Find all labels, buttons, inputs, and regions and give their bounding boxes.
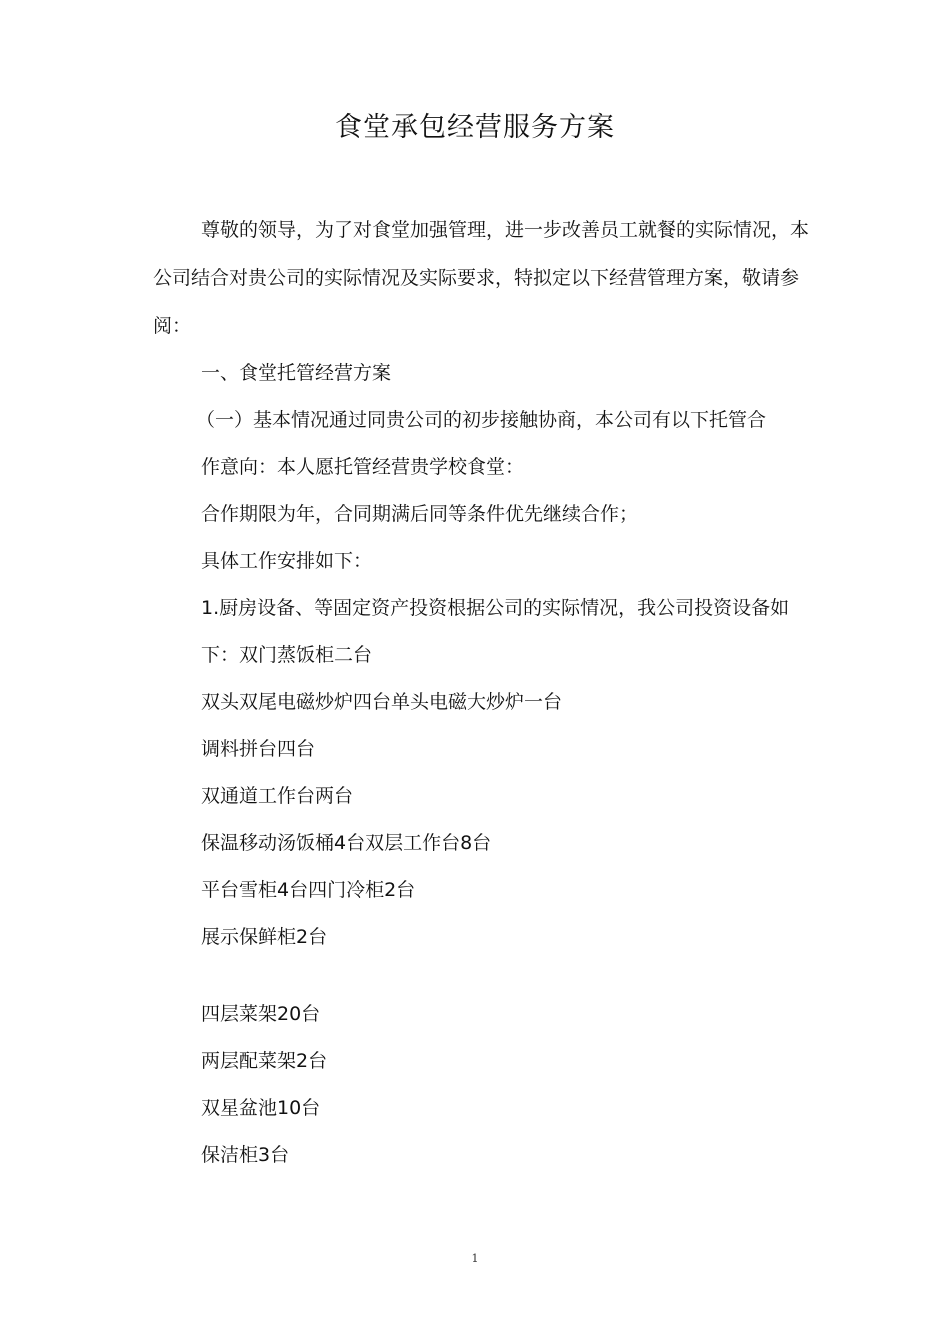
equipment-item: 两层配菜架2台: [201, 1050, 328, 1072]
equipment-item: 平台雪柜4台四门冷柜2台: [201, 879, 416, 901]
page-number: 1: [471, 1252, 479, 1265]
equipment-item: 保洁柜3台: [201, 1144, 290, 1166]
equipment-item: 保温移动汤饭桶4台双层工作台8台: [201, 832, 492, 854]
equipment-item: 调料拼台四台: [201, 738, 316, 760]
equipment-item: 双星盆池10台: [201, 1097, 321, 1119]
equipment-item: 四层菜架20台: [201, 1003, 321, 1025]
item-1-line-1: 1.厨房设备、等固定资产投资根据公司的实际情况，我公司投资设备如: [201, 597, 790, 619]
document-title: 食堂承包经营服务方案: [335, 112, 615, 143]
section-heading: 一、食堂托管经营方案: [201, 362, 392, 384]
equipment-item: 展示保鲜柜2台: [201, 926, 328, 948]
equipment-item: 双通道工作台两台: [201, 785, 354, 807]
equipment-item: 双头双尾电磁炒炉四台单头电磁大炒炉一台: [201, 691, 563, 713]
intro-text: 尊敬的领导，为了对食堂加强管理，进一步改善员工就餐的实际情况，本公司结合对贵公司的实际情况及实际要求，特拟定以下经营管理方案，敬请参阅：: [153, 219, 810, 337]
subsection-line-1: （一）基本情况通过同贵公司的初步接触协商，本公司有以下托管合: [196, 409, 767, 431]
intro-paragraph: [153, 206, 825, 350]
cooperation-term: 合作期限为年，合同期满后同等条件优先继续合作；: [201, 503, 639, 525]
subsection-line-2: 作意向：本人愿托管经营贵学校食堂：: [201, 456, 525, 478]
work-arrangement-heading: 具体工作安排如下：: [201, 550, 373, 572]
item-1-line-2: 下：双门蒸饭柜二台: [201, 644, 373, 666]
